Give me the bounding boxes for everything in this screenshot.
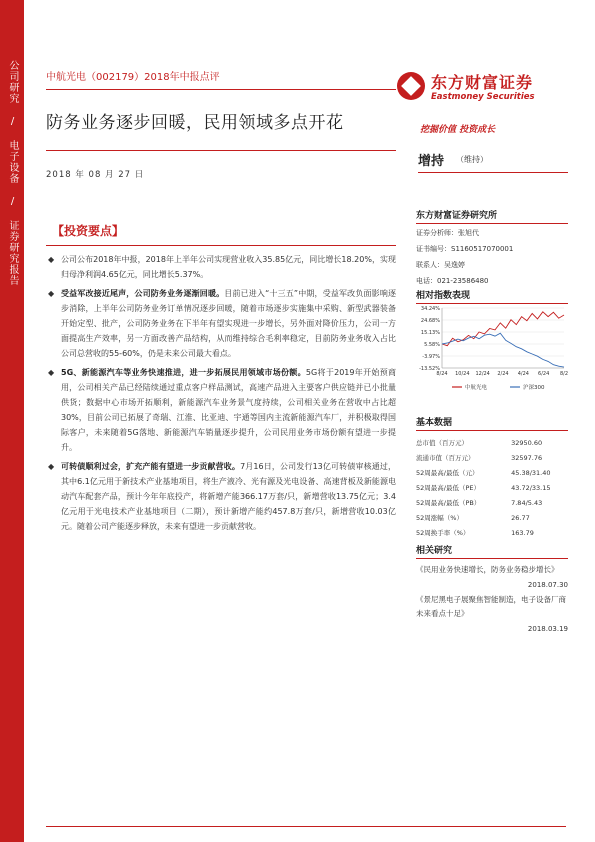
brand-name-en: Eastmoney Securities bbox=[431, 92, 535, 102]
key-point-item bbox=[48, 286, 396, 361]
key-point-bold: 可转债顺利过会，扩充产能有望进一步贡献营收。 bbox=[61, 462, 241, 471]
diamond-bullet-icon: ◆ bbox=[48, 289, 55, 298]
key-point-item bbox=[48, 252, 396, 282]
brand-logo bbox=[397, 70, 557, 116]
diamond-bullet-icon: ◆ bbox=[48, 255, 55, 264]
title-divider bbox=[46, 150, 396, 151]
basic-value: 43.72/33.15 bbox=[511, 483, 551, 492]
table-row bbox=[416, 480, 568, 495]
basic-value: 45.38/31.40 bbox=[511, 468, 551, 477]
basic-key: 52周最高/最低（PB） bbox=[416, 499, 481, 507]
rating-label: 增持 bbox=[418, 154, 445, 169]
key-points-divider bbox=[46, 245, 396, 246]
related-report-date: 2018.07.30 bbox=[527, 581, 568, 589]
table-row bbox=[416, 525, 568, 540]
report-title: 防务业务逐步回暖，民用领域多点开花 bbox=[46, 113, 344, 133]
related-report-link[interactable]: 《民用业务快速增长，防务业务稳步增长》 bbox=[416, 565, 559, 574]
legend-label: 沪深300 bbox=[523, 385, 545, 391]
institute-row: 电话：021-23586480 bbox=[416, 277, 489, 285]
y-tick-label: -13.52% bbox=[419, 366, 440, 372]
key-point-text: 7月16日，公司发行13亿可转债审核通过，其中6.1亿元用于新技术产业基地项目，将生产液冷、光有源及光电设备、高速背板及新能源电动汽车配套产品，预计今年年底投产，将新增产能366.17万套/只，新增营收13.75亿元；3.4亿元用于光电技术产业基地项目（二期），预计新增产能约457.8万套/只，新增营收10.03亿元。随着公司产能逐步释放，未来有望进一步贡献营收。 bbox=[61, 462, 397, 531]
key-points-list bbox=[48, 252, 396, 538]
basic-key: 52周换手率（%） bbox=[416, 529, 470, 537]
key-point-item bbox=[48, 365, 396, 455]
basic-value: 32950.60 bbox=[511, 438, 543, 447]
basic-key: 52周最高/最低（PE） bbox=[416, 484, 480, 492]
chart-legend bbox=[416, 381, 568, 393]
x-tick-label: 2/24 bbox=[497, 371, 509, 377]
related-heading: 相关研究 bbox=[416, 543, 568, 559]
sidebar-category-text: 公司研究 / 电子设备 / 证券研究报告 bbox=[7, 60, 18, 286]
key-point-bold: 5G、新能源汽车等业务快速推进，进一步拓展民用领域市场份额。 bbox=[61, 368, 306, 377]
basic-key: 流通市值（百万元） bbox=[416, 454, 475, 462]
y-tick-label: 5.58% bbox=[424, 342, 440, 348]
y-tick-label: -3.97% bbox=[422, 354, 440, 360]
report-breadcrumb: 中航光电（002179）2018年中报点评 bbox=[46, 72, 220, 83]
report-date: 2018 年 08 月 27 日 bbox=[46, 170, 145, 180]
key-point-text: 5G将于2019年开始预商用，公司相关产品已经陆续通过重点客户样品测试，高速产品进入主要客户供应链并已小批量供货；数据中心市场开拓顺利，新能源汽车业务景气度持续，公司相关业务在营收中占比超30%，目前公司已拓展了奇瑞、江淮、比亚迪、宇通等国内主流新能源汽车厂，并积极取得国际客户，未来随着5G落地、新能源汽车销量逐步提升，公司民用业务市场份额有望进一步提升。 bbox=[61, 368, 396, 452]
diamond-bullet-icon: ◆ bbox=[48, 368, 55, 377]
institute-name: 东方财富证券研究所 bbox=[416, 208, 568, 224]
basic-value: 26.77 bbox=[511, 513, 530, 522]
key-point-text: 公司公布2018年中报，2018年上半年公司实现营业收入35.85亿元，同比增长18.20%，实现归母净利润4.65亿元，同比增长5.37%。 bbox=[61, 255, 396, 279]
table-row bbox=[416, 450, 568, 465]
institute-row: 证书编号：S1160517070001 bbox=[416, 245, 514, 253]
x-tick-label: 12/24 bbox=[475, 371, 490, 377]
basic-data-table bbox=[416, 435, 568, 540]
related-report-link[interactable]: 《景尼黑电子展聚焦智能制造，电子设备厂商未来看点十足》 bbox=[416, 595, 566, 618]
x-tick-label: 10/24 bbox=[455, 371, 470, 377]
basic-key: 52周最高/最低（元） bbox=[416, 469, 479, 477]
basic-value: 7.84/5.43 bbox=[511, 498, 543, 507]
basic-data-heading: 基本数据 bbox=[416, 415, 568, 431]
basic-key: 52周涨幅（%） bbox=[416, 514, 463, 522]
header-divider bbox=[46, 89, 396, 90]
institute-row: 联系人：吴逸婷 bbox=[416, 261, 465, 269]
relative-performance-chart bbox=[416, 304, 568, 378]
brand-name-cn: 东方财富证券 bbox=[431, 73, 534, 92]
rating-sub: （维持） bbox=[456, 155, 488, 164]
basic-data-panel bbox=[416, 415, 568, 540]
key-points-heading: 【投资要点】 bbox=[52, 224, 125, 238]
y-tick-label: 24.68% bbox=[420, 318, 440, 324]
brand-slogan: 挖掘价值 投资成长 bbox=[420, 125, 496, 135]
key-point-item bbox=[48, 459, 396, 534]
x-tick-label: 4/24 bbox=[517, 371, 529, 377]
table-row bbox=[416, 495, 568, 510]
related-report-date: 2018.03.19 bbox=[527, 625, 568, 633]
table-row bbox=[416, 510, 568, 525]
table-row bbox=[416, 435, 568, 450]
basic-value: 163.79 bbox=[511, 528, 534, 537]
y-tick-label: 15.13% bbox=[420, 330, 440, 336]
diamond-bullet-icon: ◆ bbox=[48, 462, 55, 471]
institute-panel bbox=[416, 208, 568, 288]
related-research-panel bbox=[416, 543, 568, 633]
legend-label: 中航光电 bbox=[465, 385, 488, 391]
basic-value: 32597.76 bbox=[511, 453, 543, 462]
performance-panel bbox=[416, 288, 568, 304]
table-row bbox=[416, 465, 568, 480]
x-tick-label: 8/2 bbox=[559, 371, 568, 377]
series-line bbox=[442, 312, 564, 346]
key-point-text: 目前已进入“十三五”中期，受益军改负面影响逐步消除，上半年公司防务业务订单情况逐步回暖，随着市场逐步实施集中采购、新型武器装备开始定型、批产，公司防务业务在下半年有望实现进一步增长，另外面对降价压力，公司一方面提高生产效率，另一方面改善产品结构，从而维持综合毛利率稳定，目前防务业务收入占比公司总营收的55-60%，仍是未来公司最大看点。 bbox=[61, 289, 397, 358]
series-line bbox=[442, 333, 564, 367]
rating-divider bbox=[418, 172, 568, 173]
y-tick-label: 34.24% bbox=[420, 306, 440, 312]
institute-row: 证券分析师：张旭代 bbox=[416, 229, 479, 237]
key-point-bold: 受益军改接近尾声，公司防务业务逐渐回暖。 bbox=[61, 289, 225, 298]
footer-divider bbox=[46, 826, 566, 827]
basic-key: 总市值（百万元） bbox=[416, 439, 468, 447]
x-tick-label: 6/24 bbox=[538, 371, 550, 377]
brand-mark-icon bbox=[397, 72, 425, 100]
performance-heading: 相对指数表现 bbox=[416, 288, 568, 304]
x-tick-label: 8/24 bbox=[436, 371, 448, 377]
